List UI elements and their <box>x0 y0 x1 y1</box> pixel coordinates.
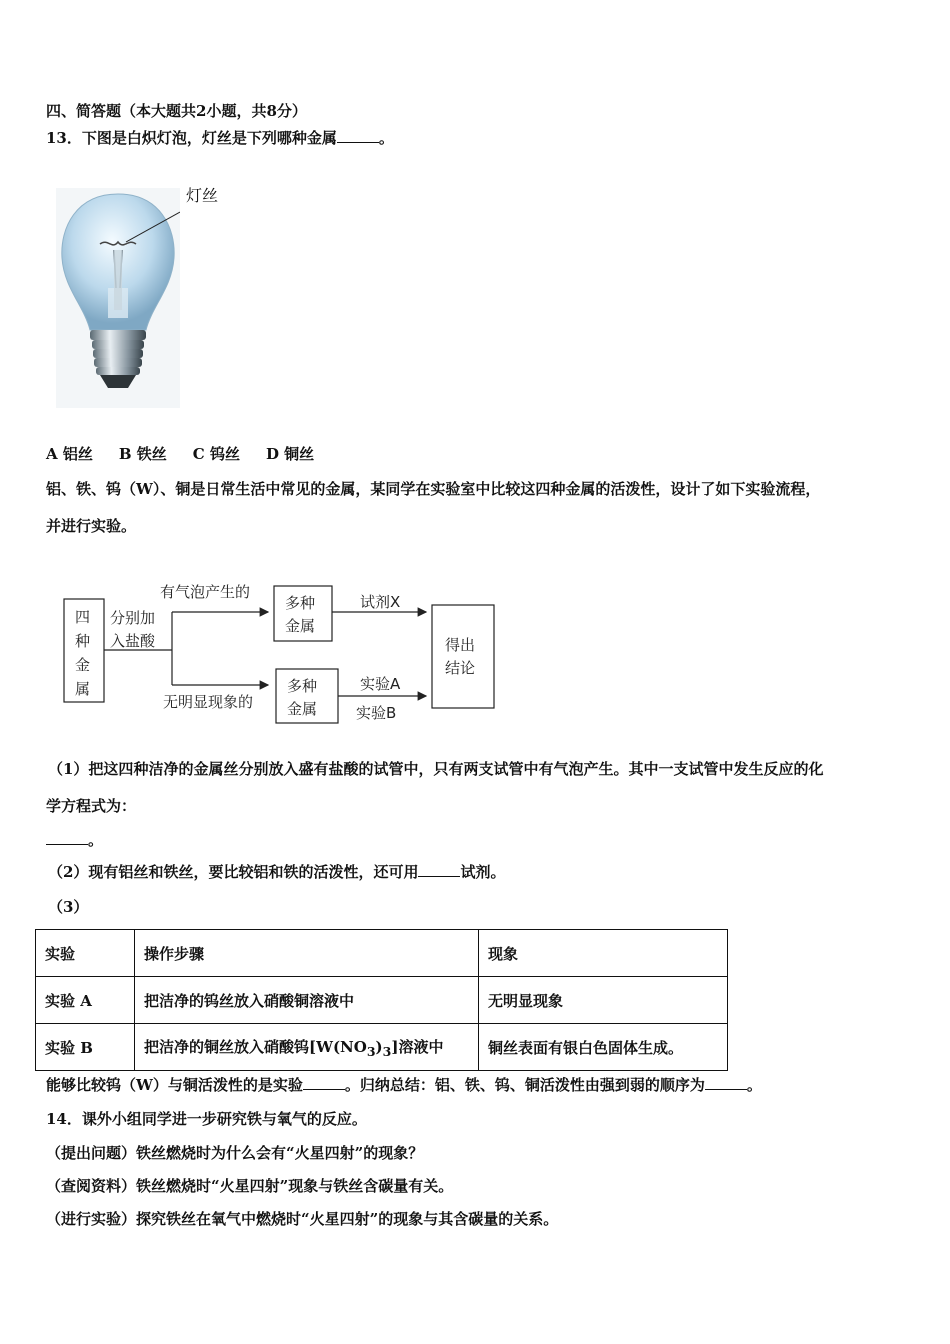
table-cell: 实验 B <box>36 1024 135 1071</box>
branch-no-change-label: 无明显现象的 <box>163 693 254 711</box>
table-header-cell: 现象 <box>479 930 728 977</box>
box-metals-bottom-line-1: 多种 <box>287 677 318 695</box>
table-cell: 把洁净的钨丝放入硝酸铜溶液中 <box>135 977 479 1024</box>
section-heading: 四、简答题（本大题共2小题，共8分） <box>46 102 307 120</box>
sub-question-1-line-2: 学方程式为： <box>46 797 137 815</box>
box-conclusion <box>432 605 494 708</box>
table-header-row <box>36 930 728 977</box>
table-header-cell: 实验 <box>36 930 135 977</box>
box-four-metals-char-4: 属 <box>75 680 91 698</box>
table-cell: 无明显现象 <box>479 977 728 1024</box>
sub-question-3-label: （3） <box>48 898 89 916</box>
table-cell: 实验 A <box>36 977 135 1024</box>
box-metals-top-line-1: 多种 <box>285 594 316 612</box>
sub-question-1-answer-end: 。 <box>88 831 104 849</box>
answer-blank[interactable] <box>337 128 379 143</box>
reagent-x-label: 试剂X <box>360 593 401 611</box>
experiment-a-label: 实验A <box>360 675 401 693</box>
question-14-stem: 14．课外小组同学进一步研究铁与氧气的反应。 <box>46 1110 367 1128</box>
conclusion-part-2: 。归纳总结：铝、铁、钨、铜活泼性由强到弱的顺序为 <box>344 1076 705 1094</box>
option-a[interactable]: A 铝丝 <box>46 445 93 463</box>
experiment-b-label: 实验B <box>356 704 397 722</box>
table-row <box>36 977 728 1024</box>
option-c[interactable]: C 钨丝 <box>192 445 240 463</box>
box-conclusion-line-2: 结论 <box>445 659 476 677</box>
table-cell: 铜丝表面有银白色固体生成。 <box>479 1024 728 1071</box>
table-cell: 把洁净的铜丝放入硝酸钨$[W(NO_3)_3]$溶液中 <box>135 1024 479 1071</box>
table-row <box>36 1024 728 1071</box>
sub-question-2 <box>48 862 505 882</box>
sub-question-1-answer <box>46 830 103 850</box>
conclusion-part-3: 。 <box>746 1076 762 1094</box>
question-13-stem-text: 13．下图是白炽灯泡，灯丝是下列哪种金属 <box>46 129 337 147</box>
conclusion-line <box>46 1075 762 1095</box>
filament-label: 灯丝 <box>186 186 219 205</box>
box-four-metals-char-3: 金 <box>75 656 91 674</box>
question-14-question: （提出问题）铁丝燃烧时为什么会有“火星四射”的现象？ <box>46 1144 424 1162</box>
action-line-2: 入盐酸 <box>110 632 156 650</box>
sub-question-2-end: 试剂。 <box>460 863 506 881</box>
order-blank[interactable] <box>705 1075 747 1090</box>
table-header-cell: 操作步骤 <box>135 930 479 977</box>
branch-bubbles-label: 有气泡产生的 <box>160 583 251 601</box>
experiment-table <box>35 929 728 1071</box>
question-13-options <box>46 444 340 464</box>
question-13-stem <box>46 128 394 148</box>
intro-line-2: 并进行实验。 <box>46 517 137 535</box>
question-14-experiment: （进行实验）探究铁丝在氧气中燃烧时“火星四射”的现象与其含碳量的关系。 <box>46 1210 559 1228</box>
action-line-1: 分别加 <box>110 609 156 627</box>
light-bulb-figure <box>56 188 180 408</box>
sub-question-2-text: （2）现有铝丝和铁丝，要比较铝和铁的活泼性，还可用 <box>48 863 419 881</box>
option-d[interactable]: D 铜丝 <box>265 445 315 463</box>
box-four-metals-char-2: 种 <box>75 632 91 650</box>
box-metals-bottom-line-2: 金属 <box>287 700 318 718</box>
sub-question-1-line-1: （1）把这四种洁净的金属丝分别放入盛有盐酸的试管中，只有两支试管中有气泡产生。其中一支试管中发生反应的化 <box>48 760 824 778</box>
intro-line-1: 铝、铁、钨（W）、铜是日常生活中常见的金属，某同学在实验室中比较这四种金属的活泼性，设计了如下实验流程， <box>46 480 821 498</box>
experiment-flowchart <box>60 578 510 728</box>
question-13-stem-end: 。 <box>378 129 394 147</box>
question-14-reference: （查阅资料）铁丝燃烧时“火星四射”现象与铁丝含碳量有关。 <box>46 1177 454 1195</box>
experiment-blank[interactable] <box>303 1075 345 1090</box>
option-b[interactable]: B 铁丝 <box>118 445 167 463</box>
conclusion-part-1: 能够比较钨（W）与铜活泼性的是实验 <box>46 1076 303 1094</box>
box-metals-top-line-2: 金属 <box>285 617 316 635</box>
reagent-blank[interactable] <box>418 862 460 877</box>
box-conclusion-line-1: 得出 <box>445 636 476 654</box>
equation-blank[interactable] <box>46 830 88 845</box>
box-four-metals-char-1: 四 <box>75 608 91 626</box>
